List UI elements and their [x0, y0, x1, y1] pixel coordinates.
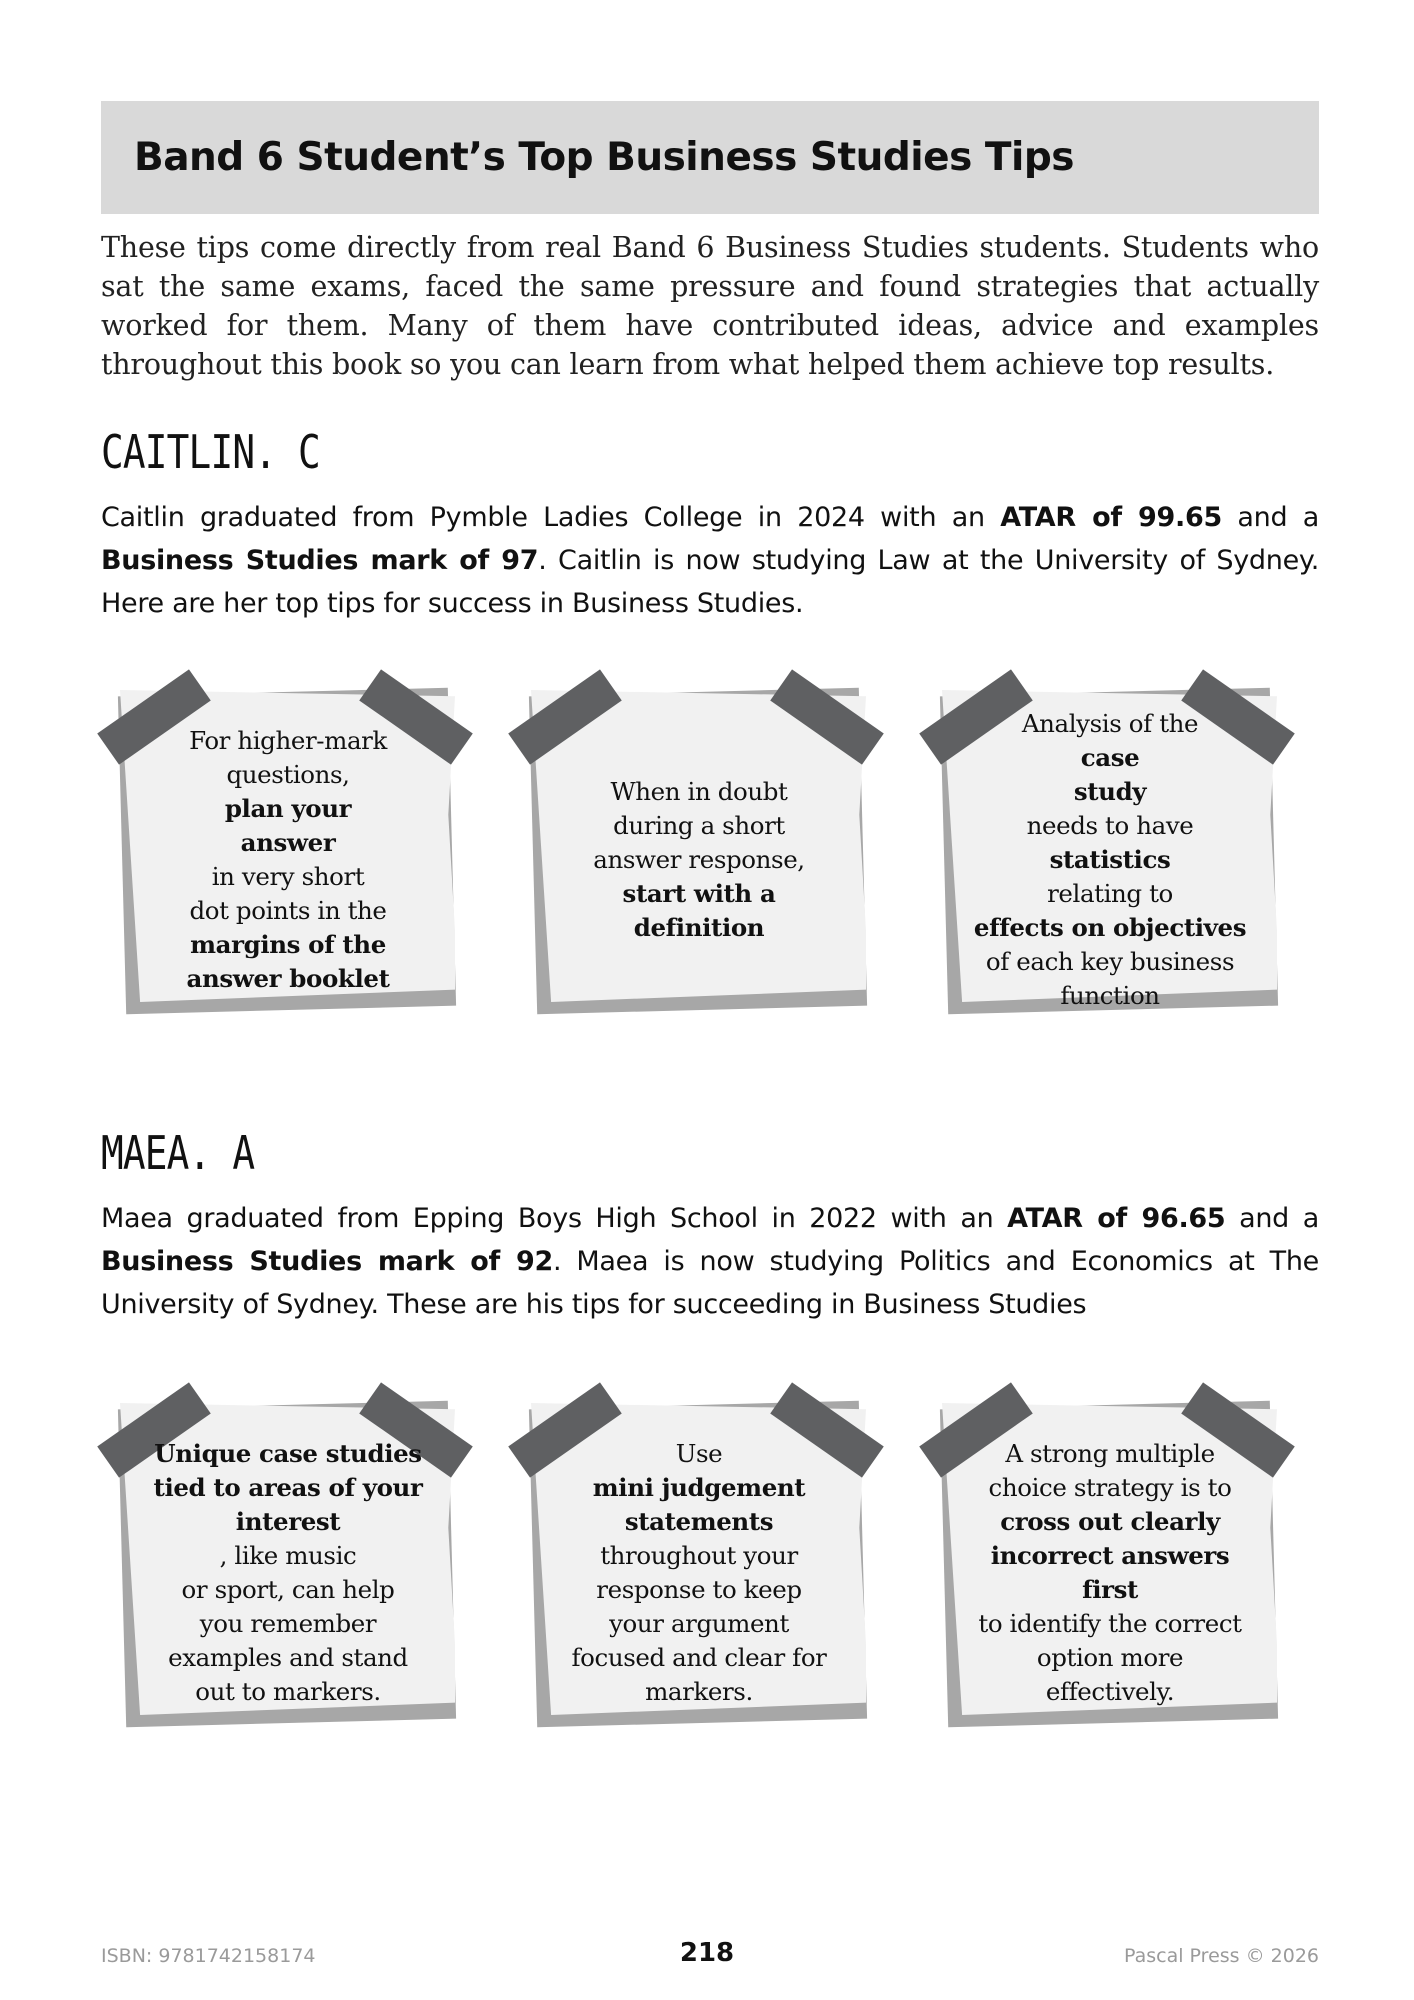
tip-text	[143, 725, 433, 993]
tip-run: When in doubt	[610, 776, 788, 806]
sticky-note	[98, 1385, 468, 1730]
tip-emphasis: mini judgement	[592, 1472, 806, 1502]
tip-line	[571, 1675, 826, 1709]
student-bio	[101, 1197, 1319, 1326]
tip-emphasis: case	[1080, 742, 1140, 772]
tip-emphasis: tied to areas of your	[153, 1472, 423, 1502]
tip-line	[965, 1607, 1255, 1641]
tip-emphasis: effects on objectives	[973, 912, 1247, 942]
tip-line	[965, 1675, 1255, 1709]
tip-line	[974, 979, 1246, 1013]
tip-text	[554, 1438, 844, 1706]
tip-run: during a short	[613, 810, 785, 840]
tip-line	[154, 1505, 423, 1573]
tip-line	[593, 809, 804, 843]
tip-lines	[974, 707, 1246, 1013]
tip-line	[571, 1505, 826, 1539]
tip-run: out to markers.	[195, 1676, 381, 1706]
tip-text	[965, 1438, 1255, 1706]
tip-line	[965, 1641, 1255, 1675]
tip-run: response to keep	[596, 1574, 802, 1604]
tip-run: A strong multiple	[1005, 1438, 1215, 1468]
bio-text: and a	[1225, 1203, 1319, 1234]
tip-line	[965, 1539, 1255, 1607]
student-name-heading: CAITLIN. C	[101, 425, 320, 479]
tip-run: questions,	[226, 759, 350, 789]
tip-line	[965, 1471, 1255, 1505]
tip-emphasis: cross out clearly	[1000, 1506, 1220, 1536]
tip-text	[143, 1438, 433, 1706]
tip-line	[965, 1437, 1255, 1471]
tip-line	[154, 1675, 423, 1709]
tip-line	[974, 707, 1246, 775]
tip-line	[593, 877, 804, 911]
sticky-note	[509, 672, 879, 1017]
tip-emphasis: Unique case studies	[154, 1438, 422, 1468]
bio-text: Caitlin graduated from Pymble Ladies College in 2024 with an	[101, 502, 1001, 533]
tip-run: function	[1060, 980, 1160, 1010]
tip-line	[593, 843, 804, 877]
bio-text: and a	[1221, 502, 1319, 533]
tip-emphasis: statements	[624, 1506, 774, 1536]
tip-emphasis: study	[1073, 776, 1147, 806]
tip-run: dot points in the	[189, 895, 387, 925]
tip-emphasis: margins of the	[190, 929, 386, 959]
page-number: 218	[679, 1938, 735, 1968]
tip-line	[154, 1437, 423, 1471]
tip-line	[187, 962, 390, 996]
tip-emphasis: answer booklet	[186, 963, 390, 993]
tip-run: markers.	[645, 1676, 753, 1706]
page-title: Band 6 Student’s Top Business Studies Tips	[134, 135, 1075, 180]
tip-line	[187, 724, 390, 758]
bio-text: . Caitlin is now studying Law at the University of Sydney. Here are her top tips for success in Business Studies.	[101, 545, 1319, 619]
tip-lines	[965, 1437, 1255, 1709]
tip-run: Use	[675, 1438, 723, 1468]
tip-run: focused and clear for	[571, 1642, 827, 1672]
tip-line	[154, 1641, 423, 1675]
isbn: ISBN: 9781742158174	[101, 1945, 316, 1967]
tip-emphasis: statistics	[1049, 844, 1171, 874]
title-banner	[101, 101, 1319, 214]
tip-run: option more	[1036, 1642, 1184, 1672]
sticky-note	[920, 672, 1290, 1017]
tip-line	[974, 843, 1246, 911]
tip-run: to identify the correct	[978, 1608, 1242, 1638]
tip-run: answer response,	[593, 844, 805, 874]
tip-run: needs to have	[1026, 810, 1194, 840]
tip-emphasis: answer	[240, 827, 336, 857]
tip-run: examples and stand	[168, 1642, 408, 1672]
tip-run: of each key business	[985, 946, 1235, 976]
tip-lines	[593, 775, 804, 945]
tip-emphasis: definition	[633, 912, 765, 942]
atar-value: ATAR of 96.65	[1007, 1203, 1226, 1234]
tip-run: effectively.	[1045, 1676, 1175, 1706]
tip-emphasis: interest	[235, 1506, 341, 1536]
tip-run: For higher-mark	[189, 725, 387, 755]
tip-run: your argument	[609, 1608, 789, 1638]
intro-paragraph: These tips come directly from real Band 6 Business Studies students. Students who sat the same exams, faced the same pressure and found strategies that actually worked for them. Many of them have contributed ideas, advice and examples throughout this book so you can learn from what helped them achieve top results.	[101, 231, 1319, 381]
tip-lines	[571, 1437, 826, 1709]
bio-text: . Maea is now studying Politics and Economics at The University of Sydney. These are his tips for succeeding in Business Studies	[101, 1246, 1319, 1320]
tip-lines	[154, 1437, 423, 1709]
tip-line	[593, 911, 804, 945]
tip-run: Analysis of the	[1021, 708, 1199, 738]
tip-run: or sport, can help	[181, 1574, 395, 1604]
tip-line	[571, 1641, 826, 1675]
tip-emphasis: incorrect answers first	[990, 1540, 1230, 1604]
tip-emphasis: plan your	[224, 793, 352, 823]
tip-text	[965, 708, 1255, 1010]
tip-line	[154, 1471, 423, 1505]
tip-line	[571, 1539, 826, 1573]
tip-line	[154, 1607, 423, 1641]
tip-line	[571, 1573, 826, 1607]
tip-text	[554, 742, 844, 977]
tip-line	[974, 945, 1246, 979]
tip-run: choice strategy is to	[988, 1472, 1232, 1502]
business-studies-mark: Business Studies mark of 92	[101, 1246, 553, 1277]
sticky-note	[98, 672, 468, 1017]
sticky-note	[509, 1385, 879, 1730]
publisher-copyright: Pascal Press © 2026	[1124, 1945, 1319, 1967]
tip-line	[187, 758, 390, 826]
sticky-note	[920, 1385, 1290, 1730]
tip-lines	[187, 724, 390, 996]
student-bio	[101, 496, 1319, 625]
atar-value: ATAR of 99.65	[1000, 502, 1222, 533]
tip-run: you remember	[199, 1608, 377, 1638]
tip-line	[187, 928, 390, 962]
tip-line	[965, 1505, 1255, 1539]
tip-run: in very short	[211, 861, 365, 891]
tip-line	[154, 1573, 423, 1607]
tip-emphasis: start with a	[622, 878, 776, 908]
business-studies-mark: Business Studies mark of 97	[101, 545, 539, 576]
student-name-heading: MAEA. A	[101, 1126, 255, 1180]
tip-run: throughout your	[600, 1540, 798, 1570]
tip-run: , like music	[219, 1540, 357, 1570]
tip-line	[974, 911, 1246, 945]
tip-line	[593, 775, 804, 809]
tip-line	[974, 775, 1246, 843]
bio-text: Maea graduated from Epping Boys High School in 2022 with an	[101, 1203, 1008, 1234]
tip-run: relating to	[1047, 878, 1173, 908]
tip-line	[571, 1437, 826, 1505]
tip-line	[187, 826, 390, 894]
tip-line	[571, 1607, 826, 1641]
tip-line	[187, 894, 390, 928]
